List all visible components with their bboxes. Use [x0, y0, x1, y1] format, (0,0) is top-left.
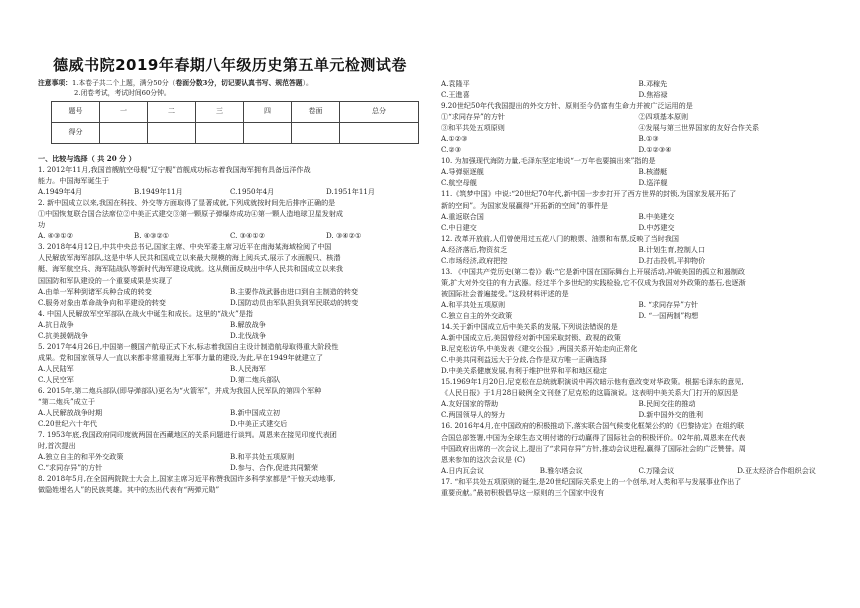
question-text-line: 6. 2015年,第二炮兵部队(即导弹部队)更名为“火箭军”，并成为我国人民军队的第四个军种 — [38, 385, 322, 395]
options-row — [38, 363, 422, 374]
options-row — [441, 89, 836, 100]
question-text-line: 合国总部签署,中国为全球生态文明付诸的行动赢得了国际社会的积极评价。02年前,周恩来在代表 — [441, 432, 746, 442]
options-row — [38, 330, 422, 341]
score-row-label: 得分 — [52, 123, 100, 144]
question-text-line: B.尼克松访华,中美发表《建交公报》,两国关系开始走向正常化 — [441, 344, 638, 354]
answer-option: A.①②③ — [441, 134, 468, 144]
answer-option: A.重返联合国 — [441, 211, 484, 221]
answer-option: A.导弹驱逐舰 — [441, 167, 484, 177]
question-text-line: 14.关于新中国成立后中美关系的发展,下列说法错误的是 — [441, 322, 618, 332]
question-text-line: 能力。中国海军诞生于 — [38, 176, 109, 186]
question-text-line: 中国政府出席的一次会议上,提出了“求同存异”方针,推动会议进程,赢得了国际社会的广泛赞誉。周 — [441, 443, 746, 453]
answer-option: D.巡洋舰 — [638, 178, 668, 188]
answer-option: D. ③④②① — [326, 231, 362, 241]
answer-option: D. “一国两制”构想 — [638, 310, 699, 320]
answer-option: A. ④③①② — [38, 231, 74, 241]
answer-option: B. “求同存异”方针 — [638, 299, 699, 309]
answer-option: B.和平共处五项原则 — [230, 452, 295, 462]
section-heading: 一、比较与选择（ 共 20 分 ） — [38, 154, 136, 163]
question-text-line: 13. 《中国共产党历史(第二卷)》载:“它是新中国在国际舞台上开展活动,冲破美国的孤立和遏制政 — [441, 266, 745, 276]
answer-option: C.20世纪六十年代 — [38, 419, 98, 429]
score-header-cell: 卷面 — [292, 102, 340, 123]
score-cell[interactable] — [148, 123, 196, 144]
question-text-line: C.中美共同利益远大于分歧,合作是双方唯一正确选择 — [441, 355, 607, 365]
answer-option: ③和平共处五项原则 — [441, 123, 505, 133]
answer-option: B.新中国成立初 — [230, 408, 281, 418]
options-row — [441, 409, 836, 420]
options-row — [441, 111, 836, 122]
question-text-line: ①中国恢复联合国合法席位②中美正式建交③第一颗原子弹爆炸成功④第一颗人造地球卫星发射成 — [38, 209, 344, 219]
question-text-line: 12. 改革开放前,人们曾使用过五花八门的粮票、油票和布票,反映了当时我国 — [441, 233, 679, 243]
options-row — [38, 286, 422, 297]
answer-option: C. ③④①② — [230, 231, 266, 241]
answer-option: D.第二炮兵部队 — [230, 374, 281, 384]
options-row — [441, 122, 836, 133]
score-cell[interactable] — [340, 123, 419, 144]
answer-option: C.万隆会议 — [638, 465, 675, 475]
question-text-line: 4. 中国人民解放军空军部队在战火中诞生和成长。这里的“战火”是指 — [38, 308, 253, 318]
options-row — [441, 166, 836, 177]
answer-option: D.打击投机,平抑物价 — [638, 255, 706, 265]
answer-option: A.人民解放战争时期 — [38, 408, 103, 418]
answer-option: A.友好国家的帮助 — [441, 399, 499, 409]
answer-option: A.和平共处五项原则 — [441, 299, 506, 309]
question-text-line: 国国防和军队建设的一个重要成果是实现了 — [38, 275, 173, 285]
answer-option: C.两国领导人的努力 — [441, 410, 506, 420]
answer-option: C.抗美援朝战争 — [38, 330, 88, 340]
answer-option: ④发展与第三世界国家的友好合作关系 — [638, 123, 760, 133]
answer-option: A.袁隆平 — [441, 79, 470, 88]
answer-option: C.“求同存异”的方针 — [38, 463, 103, 473]
question-text-line: 3. 2018年4月12日,中共中央总书记,国家主席、中央军委主席习近平在南海某海域检阅了中国 — [38, 242, 332, 252]
question-text-line: 《人民日报》于1月28日破例全文刊登了尼克松的这篇演说。这表明中美关系大门打开的原因是 — [441, 388, 739, 398]
answer-option: C.1950年4月 — [230, 187, 275, 197]
options-row — [441, 299, 836, 310]
options-row — [38, 407, 422, 418]
question-text-line: 时,首次提出 — [38, 441, 76, 451]
answer-option: ②四项基本原则 — [638, 112, 689, 122]
options-row — [38, 462, 422, 473]
question-text-line: “第二炮兵”成立于 — [38, 397, 95, 407]
question-text-line: 人民解放军海军部队,这是中华人民共和国成立以来最大规模的海上阅兵式,展示了水面舰只、核潜 — [38, 253, 341, 263]
score-header-cell: 四 — [244, 102, 292, 123]
question-text-line: 艇、海军航空兵、海军陆战队等新时代海军建设成就。这从侧面反映出中华人民共和国成立以来我 — [38, 264, 344, 274]
question-text-line: 17. “和平共处五项原则的诞生,是20世纪国际关系史上的一个创举,对人类和平与发展事业作出了 — [441, 476, 742, 486]
score-table — [51, 101, 419, 144]
answer-option: A.由单一军种到诸军兵种合成的转变 — [38, 286, 152, 296]
score-cell[interactable] — [100, 123, 148, 144]
question-text-line: 7. 1953年底,我国政府同印度就两国在西藏地区的关系问题进行谈判。周恩来在接见印度代表团 — [38, 430, 337, 440]
question-text-line: 成果。党和国家领导人一直以来都非常重视海上军事力量的建设,为此,早在1949年就建立了 — [38, 352, 324, 362]
score-cell[interactable] — [196, 123, 244, 144]
score-cell[interactable] — [244, 123, 292, 144]
answer-option: A.日内瓦会议 — [441, 465, 484, 475]
notice-line1-b: 卷面分数3分，切记要认真书写、规范答题 — [175, 79, 303, 87]
options-row — [38, 230, 422, 241]
answer-option: B. ④③②① — [134, 231, 170, 241]
question-text-line: 8. 2018年5月,在全国两院院士大会上,国家主席习近平称赞我国许多科学家都是“干惊天动地事, — [38, 474, 336, 484]
answer-option: C.王進喜 — [441, 90, 470, 100]
answer-option: ①“求同存异”的方针 — [441, 112, 506, 122]
options-row — [38, 186, 422, 197]
right-questions — [441, 78, 836, 498]
question-text-line: 做隐姓埋名人”的民族英雄。其中的杰出代表有“两弹元勋” — [38, 485, 220, 495]
question-text-line: 功 — [38, 220, 46, 230]
notice-line1-c: ）。 — [302, 79, 313, 87]
answer-option: C.人民空军 — [38, 374, 74, 384]
answer-option: B.计划生育,控制人口 — [638, 244, 705, 254]
score-header-cell: 三 — [196, 102, 244, 123]
answer-option: A.1949年4月 — [38, 187, 83, 197]
left-column — [38, 0, 422, 495]
answer-option: B.人民海军 — [230, 363, 266, 373]
answer-option: A.独立自主的和平外交政策 — [38, 452, 124, 462]
answer-option: D.参与、合作,促进共同繁荣 — [230, 463, 318, 473]
options-row — [441, 222, 836, 233]
question-text-line: 策,扩大对外交往的有力武器。经过半个多世纪的实践检验,它不仅成为我国对外政策的基石,也逐渐 — [441, 277, 746, 287]
answer-option: D.1951年11月 — [326, 187, 375, 197]
answer-option: D.中美正式建交后 — [230, 419, 288, 429]
answer-option: D.亚太经济合作组织会议 — [737, 465, 816, 475]
answer-option: A.抗日战争 — [38, 319, 74, 329]
answer-option: B.1949年11月 — [134, 187, 183, 197]
score-cell[interactable] — [292, 123, 340, 144]
question-text-line: 11.《筑梦中国》中说:“20世纪70年代,新中国一步步打开了西方世界的封锁,为国家发展开拓了 — [441, 189, 737, 199]
answer-option: B.雅尔塔会议 — [539, 465, 583, 475]
answer-option: C.市场经济,政府把控 — [441, 255, 508, 265]
score-header-cell: 题号 — [52, 102, 100, 123]
score-header-cell: 一 — [100, 102, 148, 123]
score-header-cell: 二 — [148, 102, 196, 123]
notice — [38, 78, 422, 98]
options-row — [441, 78, 836, 89]
answer-option: B.主要作战武器由进口到自主制造的转变 — [230, 286, 359, 296]
question-text-line: 1. 2012年11月,我国首艘航空母舰“辽宁舰”首舰成功标志着我国海军拥有具备远洋作战 — [38, 165, 311, 175]
answer-option: C.航空母舰 — [441, 178, 477, 188]
left-questions — [38, 164, 422, 495]
answer-option: A.经济落后,物资贫乏 — [441, 244, 508, 254]
options-row — [441, 177, 836, 188]
options-row — [441, 255, 836, 266]
answer-option: D.焦裕禄 — [638, 90, 668, 100]
answer-option: B.核潜艇 — [638, 167, 668, 177]
options-row — [441, 133, 836, 144]
exam-title: 德威书院2019年春期八年级历史第五单元检测试卷 — [53, 56, 407, 74]
notice-line1-a: 1.本卷子共二个上题，满分50分（ — [71, 79, 176, 87]
options-row — [38, 418, 422, 429]
question-text-line: 2. 新中国成立以来,我国在科技、外交等方面取得了显著成就,下列成就按时间先后排序正确的是 — [38, 198, 336, 208]
question-text-line: 重要贡献。”最初积极倡导这一原则的三个国家中没有 — [441, 487, 605, 497]
answer-option: C.中日建交 — [441, 222, 477, 232]
answer-option: C.②③ — [441, 145, 462, 155]
question-text-line: 恩来参加的这次会议是 (C) — [441, 454, 526, 464]
notice-label: 注意事项： — [38, 79, 72, 87]
answer-option: D.中苏建交 — [638, 222, 675, 232]
question-text-line: 被国际社会普遍接受。”这段材料评述的是 — [441, 288, 569, 298]
notice-line2: 2.闭卷考试，考试时间60分钟。 — [74, 89, 171, 97]
score-header-cell: 总分 — [340, 102, 419, 123]
question-text-line: A.新中国成立后,美国曾经对新中国采取封锁、政视的政策 — [441, 333, 621, 343]
options-row — [38, 319, 422, 330]
options-row — [38, 374, 422, 385]
score-table-score-row — [52, 123, 419, 144]
options-row — [441, 398, 836, 409]
options-row — [441, 211, 836, 222]
answer-option: B.邓稼先 — [638, 79, 668, 88]
question-text-line: 15.1969年1月20日,尼克松在总统就职演说中再次暗示他有意改变对华政策。根据毛泽东的意见, — [441, 377, 744, 387]
options-row — [441, 244, 836, 255]
answer-option: D.新中国外交的胜利 — [638, 410, 703, 420]
answer-option: B.民间交往的推动 — [638, 399, 696, 409]
answer-option: B.解放战争 — [230, 319, 266, 329]
answer-option: B.①③ — [638, 134, 659, 144]
question-text-line: D.中美关系健康发展,有利于维护世界和平和地区稳定 — [441, 366, 608, 376]
right-column — [441, 78, 836, 498]
question-text-line: 新的空间”。为国家发展赢得“开拓新的空间”的事件是 — [441, 200, 608, 210]
options-row — [38, 297, 422, 308]
answer-option: D.①②③④ — [638, 145, 672, 155]
options-row — [441, 465, 836, 476]
question-text-line: 16. 2016年4月,在中国政府的积极推动下,落实联合国气候变化框架公约的《巴黎协定》在组约联 — [441, 421, 745, 431]
question-text-line: 10. 为加强现代海防力量,毛泽东坚定地说“一万年也要搞出来”指的是 — [441, 156, 656, 166]
question-text-line: 5. 2017年4月26日,中国第一艘国产航母正式下水,标志着我国自主设计制造航母取得重大阶段性 — [38, 341, 339, 351]
options-row — [441, 310, 836, 321]
options-row — [441, 144, 836, 155]
answer-option: B.中美建交 — [638, 211, 675, 221]
options-row — [38, 451, 422, 462]
answer-option: C.独立自主的外交政策 — [441, 310, 513, 320]
score-table-header-row — [52, 102, 419, 123]
answer-option: D.北伐战争 — [230, 330, 267, 340]
answer-option: D.国防动员由军队担负到军民联动的转变 — [230, 297, 359, 307]
answer-option: A.人民陆军 — [38, 363, 74, 373]
answer-option: C.服务对象由革命战争向和平建设的转变 — [38, 297, 167, 307]
question-text-line: 9.20世纪50年代我国提出的外交方针、原则至今仍富有生命力并被广泛运用的是 — [441, 101, 693, 111]
